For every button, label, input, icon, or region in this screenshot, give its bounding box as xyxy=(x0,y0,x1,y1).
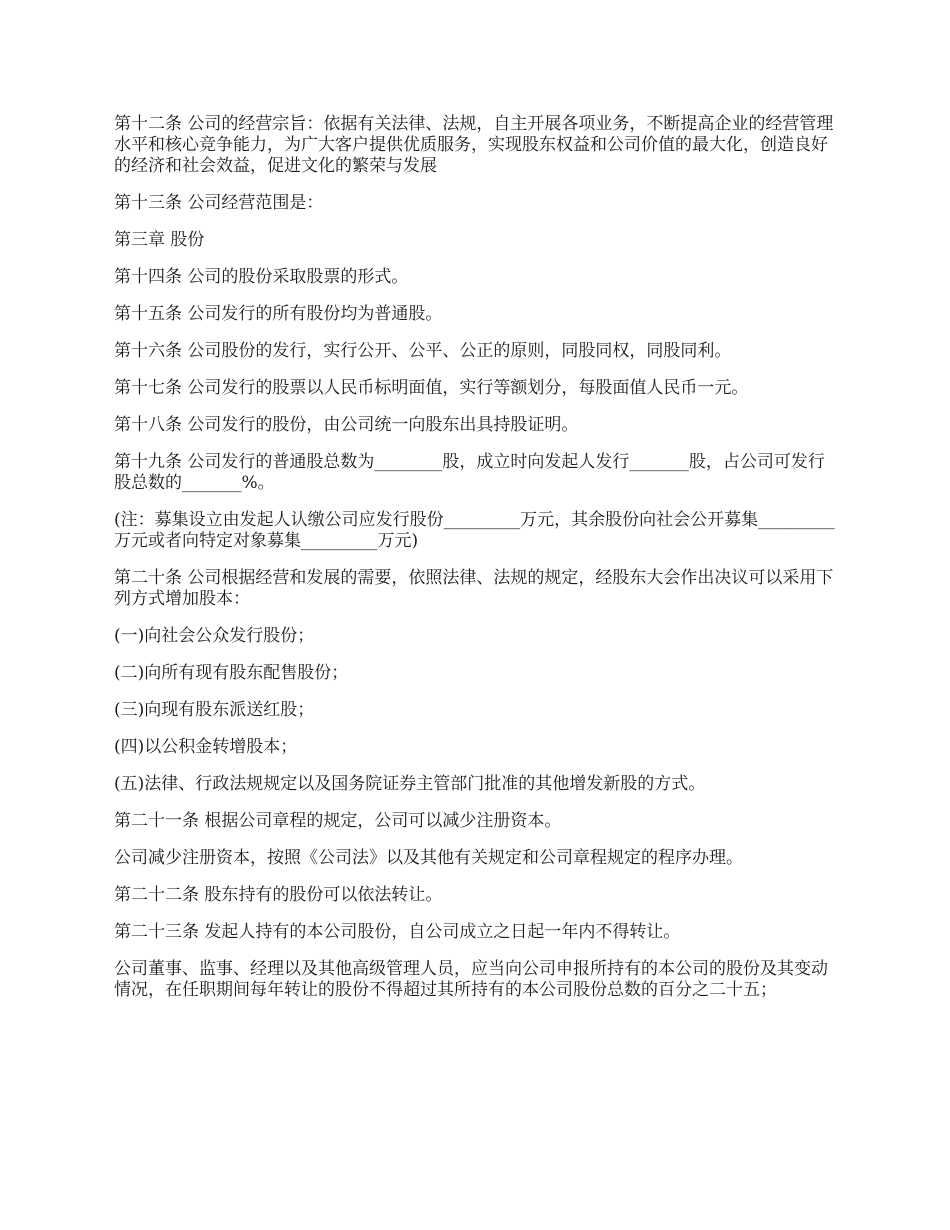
article-14: 第十四条 公司的股份采取股票的形式。 xyxy=(114,267,409,287)
article-20: 第二十条 公司根据经营和发展的需要，依照法律、法规的规定，经股东大会作出决议可以采用下列方式增加股本： xyxy=(114,568,834,609)
note-fundraising: (注：募集设立由发起人认缴公司应发行股份_________万元，其余股份向社会公开募集_________万元或者向特定对象募集_________万元) xyxy=(114,510,835,551)
article-16: 第十六条 公司股份的发行，实行公开、公平、公正的原则，同股同权，同股同利。 xyxy=(114,341,732,361)
article-17: 第十七条 公司发行的股票以人民币标明面值，实行等额划分，每股面值人民币一元。 xyxy=(114,378,749,398)
article-18: 第十八条 公司发行的股份，由公司统一向股东出具持股证明。 xyxy=(114,415,579,435)
list-item-3: (三)向现有股东派送红股； xyxy=(114,700,315,720)
article-19: 第十九条 公司发行的普通股总数为________股，成立时向发起人发行_______股，占公司可发行股总数的_______%。 xyxy=(114,452,825,493)
article-21: 第二十一条 根据公司章程的规定，公司可以减少注册资本。 xyxy=(114,811,562,831)
list-item-5: (五)法律、行政法规规定以及国务院证券主管部门批准的其他增发新股的方式。 xyxy=(114,774,706,794)
capital-reduction-procedure: 公司减少注册资本，按照《公司法》以及其他有关规定和公司章程规定的程序办理。 xyxy=(114,848,743,868)
list-item-1: (一)向社会公众发行股份； xyxy=(114,626,315,646)
officer-share-transfer-rule: 公司董事、监事、经理以及其他高级管理人员，应当向公司申报所持有的本公司的股份及其变动情况，在任职期间每年转让的股份不得超过其所持有的本公司股份总数的百分之二十五； xyxy=(114,959,828,1000)
chapter-3-heading: 第三章 股份 xyxy=(114,230,205,250)
article-12-purpose: 第十二条 公司的经营宗旨：依据有关法律、法规，自主开展各项业务，不断提高企业的经营管理水平和核心竞争能力，为广大客户提供优质服务，实现股东权益和公司价值的最大化，创造良好的经济和社会效益，促进文化的繁荣与发展 xyxy=(114,114,834,176)
list-item-4: (四)以公积金转增股本； xyxy=(114,737,298,757)
article-13-scope: 第十三条 公司经营范围是： xyxy=(114,193,324,213)
document-page xyxy=(114,114,838,1017)
article-22: 第二十二条 股东持有的股份可以依法转让。 xyxy=(114,885,443,905)
article-23: 第二十三条 发起人持有的本公司股份，自公司成立之日起一年内不得转让。 xyxy=(114,922,681,942)
article-15: 第十五条 公司发行的所有股份均为普通股。 xyxy=(114,304,443,324)
list-item-2: (二)向所有现有股东配售股份； xyxy=(114,663,349,683)
